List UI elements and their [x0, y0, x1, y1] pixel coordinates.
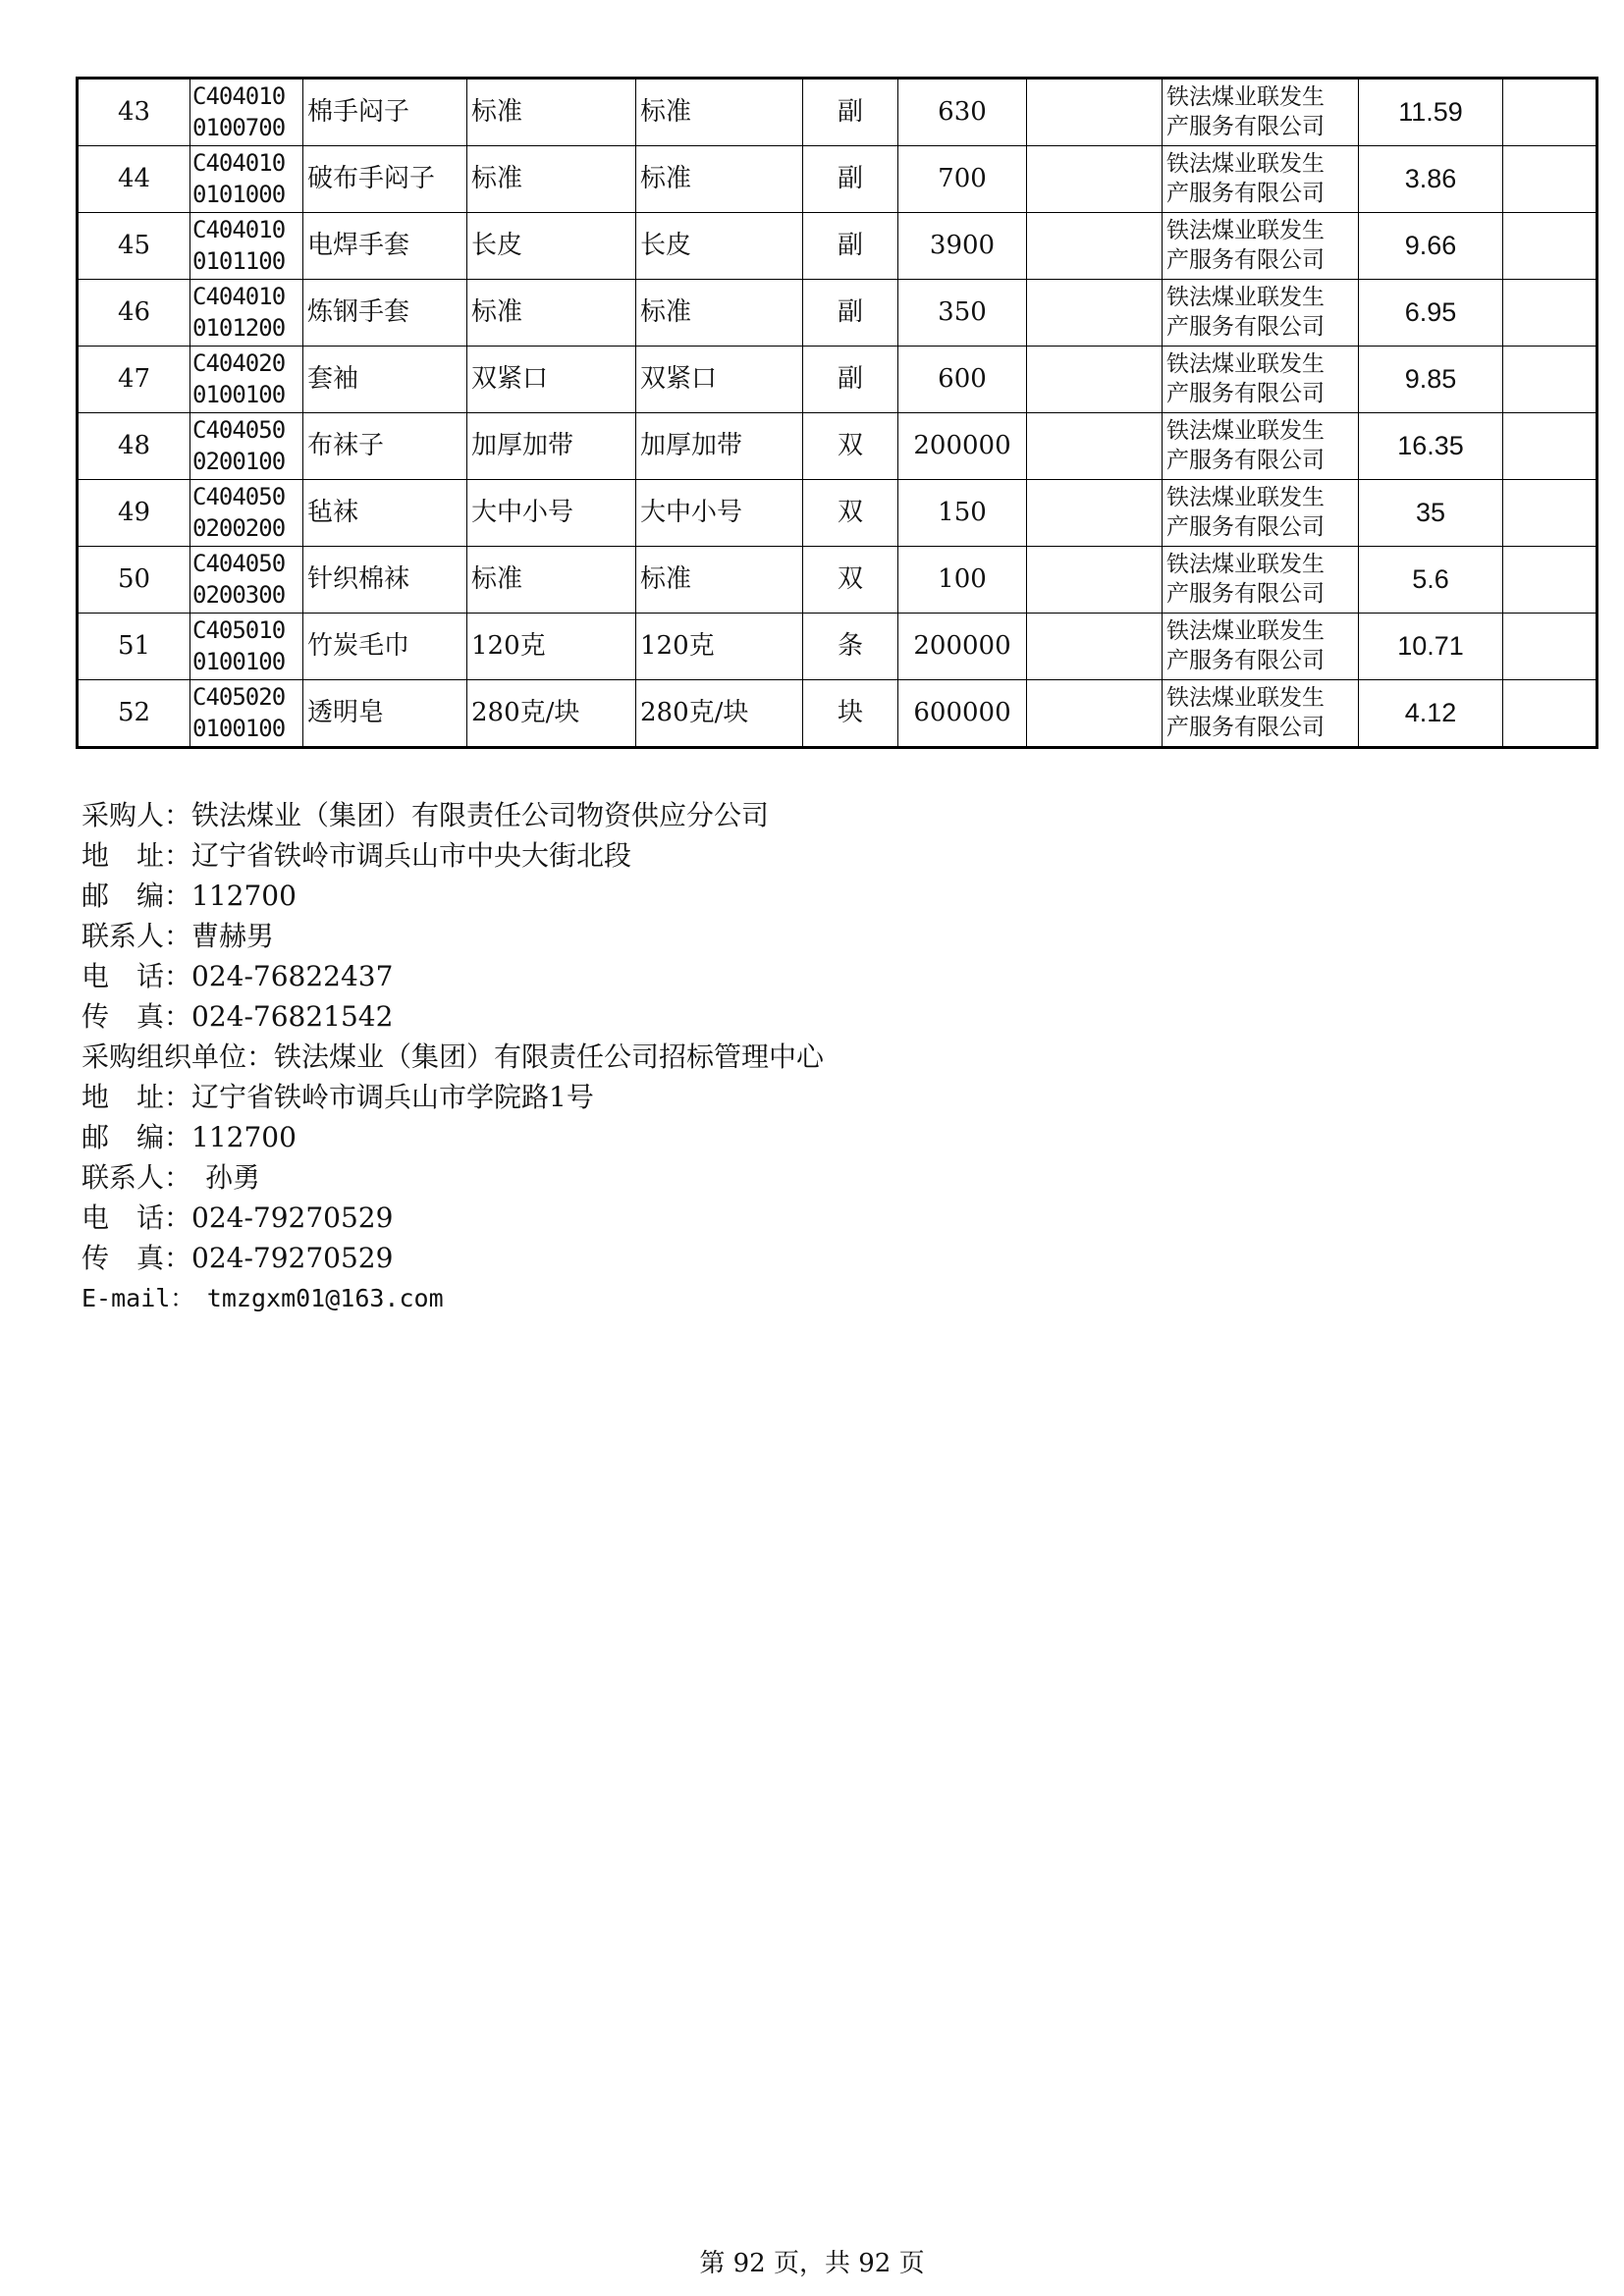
blank-cell — [1027, 547, 1163, 614]
row-number-cell: 47 — [78, 347, 190, 413]
quantity-cell: 350 — [898, 280, 1027, 347]
price-cell: 3.86 — [1359, 146, 1503, 213]
specification-cell: 标准 — [467, 547, 636, 614]
contact-line: 联系人： 孙勇 — [81, 1161, 261, 1194]
blank-cell — [1027, 680, 1163, 748]
supplier-line: 产服务有限公司 — [1166, 447, 1325, 473]
quantity-cell: 3900 — [898, 213, 1027, 280]
price-cell: 9.66 — [1359, 213, 1503, 280]
contact-info-block — [81, 795, 1260, 1318]
material-code-cell — [190, 213, 303, 280]
material-code-line: C405020 — [192, 683, 286, 712]
price-cell: 9.85 — [1359, 347, 1503, 413]
price-cell: 10.71 — [1359, 614, 1503, 680]
unit-cell: 副 — [803, 347, 898, 413]
specification-cell: 280克/块 — [467, 680, 636, 748]
material-code-cell — [190, 413, 303, 480]
contact-line: E-mail： tmzgxm01@163.com — [81, 1284, 444, 1312]
supplier-line: 产服务有限公司 — [1166, 113, 1325, 139]
blank-cell — [1027, 347, 1163, 413]
blank-cell — [1503, 213, 1597, 280]
supplier-cell — [1163, 79, 1359, 146]
material-code-line: 0101100 — [192, 246, 286, 275]
table-row — [78, 347, 1597, 413]
supplier-line: 产服务有限公司 — [1166, 580, 1325, 607]
material-code-line: 0200300 — [192, 580, 286, 609]
supplier-line: 产服务有限公司 — [1166, 180, 1325, 206]
unit-cell: 双 — [803, 413, 898, 480]
table-row — [78, 280, 1597, 347]
row-number-cell: 49 — [78, 480, 190, 547]
quantity-cell: 700 — [898, 146, 1027, 213]
blank-cell — [1503, 614, 1597, 680]
unit-cell: 副 — [803, 280, 898, 347]
blank-cell — [1503, 280, 1597, 347]
material-code-line: 0101000 — [192, 180, 286, 208]
model-cell: 280克/块 — [636, 680, 803, 748]
contact-line: 采购组织单位：铁法煤业（集团）有限责任公司招标管理中心 — [81, 1041, 825, 1073]
contact-line: 地 址：辽宁省铁岭市调兵山市学院路1号 — [81, 1081, 594, 1113]
material-name-cell: 竹炭毛巾 — [303, 614, 467, 680]
material-code-line: 0100100 — [192, 380, 286, 408]
table-row — [78, 547, 1597, 614]
supplier-line: 铁法煤业联发生 — [1166, 150, 1325, 177]
supplier-cell — [1163, 614, 1359, 680]
table-row — [78, 413, 1597, 480]
blank-cell — [1503, 79, 1597, 146]
material-name-cell: 破布手闷子 — [303, 146, 467, 213]
price-cell: 35 — [1359, 480, 1503, 547]
price-cell: 11.59 — [1359, 79, 1503, 146]
blank-cell — [1027, 614, 1163, 680]
row-number-cell: 52 — [78, 680, 190, 748]
row-number-cell: 51 — [78, 614, 190, 680]
supplier-line: 铁法煤业联发生 — [1166, 417, 1325, 444]
material-code-line: 0100100 — [192, 647, 286, 675]
blank-cell — [1027, 413, 1163, 480]
supplier-line: 产服务有限公司 — [1166, 246, 1325, 273]
unit-cell: 条 — [803, 614, 898, 680]
supplier-line: 铁法煤业联发生 — [1166, 217, 1325, 243]
table-row — [78, 146, 1597, 213]
specification-cell: 双紧口 — [467, 347, 636, 413]
material-name-cell: 布袜子 — [303, 413, 467, 480]
quantity-cell: 630 — [898, 79, 1027, 146]
contact-line: 传 真：024-79270529 — [81, 1242, 394, 1274]
contact-line: 传 真：024-76821542 — [81, 1000, 394, 1033]
material-code-cell — [190, 480, 303, 547]
blank-cell — [1027, 213, 1163, 280]
specification-cell: 标准 — [467, 280, 636, 347]
supplier-line: 产服务有限公司 — [1166, 513, 1325, 540]
supplier-line: 产服务有限公司 — [1166, 714, 1325, 740]
contact-line: 电 话：024-76822437 — [81, 960, 394, 992]
model-cell: 长皮 — [636, 213, 803, 280]
material-name-cell: 套袖 — [303, 347, 467, 413]
row-number-cell: 46 — [78, 280, 190, 347]
supplier-cell — [1163, 680, 1359, 748]
supplier-cell — [1163, 547, 1359, 614]
specification-cell: 加厚加带 — [467, 413, 636, 480]
model-cell: 标准 — [636, 280, 803, 347]
price-cell: 6.95 — [1359, 280, 1503, 347]
supplier-line: 铁法煤业联发生 — [1166, 617, 1325, 644]
material-code-cell — [190, 347, 303, 413]
price-cell: 5.6 — [1359, 547, 1503, 614]
material-code-line: C404050 — [192, 416, 286, 445]
supplier-cell — [1163, 480, 1359, 547]
material-code-line: 0101200 — [192, 313, 286, 342]
quantity-cell: 200000 — [898, 614, 1027, 680]
table-row — [78, 213, 1597, 280]
row-number-cell: 45 — [78, 213, 190, 280]
model-cell: 双紧口 — [636, 347, 803, 413]
specification-cell: 标准 — [467, 79, 636, 146]
blank-cell — [1027, 146, 1163, 213]
unit-cell: 双 — [803, 480, 898, 547]
row-number-cell: 44 — [78, 146, 190, 213]
supplier-line: 铁法煤业联发生 — [1166, 551, 1325, 577]
quantity-cell: 600 — [898, 347, 1027, 413]
price-cell: 16.35 — [1359, 413, 1503, 480]
quantity-cell: 100 — [898, 547, 1027, 614]
material-code-line: 0100100 — [192, 714, 286, 742]
blank-cell — [1503, 146, 1597, 213]
supplier-cell — [1163, 413, 1359, 480]
material-name-cell: 棉手闷子 — [303, 79, 467, 146]
material-code-cell — [190, 280, 303, 347]
material-code-line: C404010 — [192, 149, 286, 178]
material-code-line: 0100700 — [192, 113, 286, 141]
material-code-line: C404020 — [192, 349, 286, 378]
contact-line: 邮 编：112700 — [81, 880, 297, 912]
unit-cell: 副 — [803, 146, 898, 213]
material-code-line: 0200200 — [192, 513, 286, 542]
blank-cell — [1503, 680, 1597, 748]
model-cell: 大中小号 — [636, 480, 803, 547]
material-code-cell — [190, 680, 303, 748]
blank-cell — [1027, 480, 1163, 547]
model-cell: 120克 — [636, 614, 803, 680]
table-row — [78, 614, 1597, 680]
page-number-footer: 第 92 页，共 92 页 — [699, 2249, 925, 2278]
material-code-cell — [190, 614, 303, 680]
contact-line: 联系人：曹赫男 — [81, 920, 275, 952]
supplier-cell — [1163, 280, 1359, 347]
price-cell: 4.12 — [1359, 680, 1503, 748]
material-code-line: C404010 — [192, 82, 286, 111]
supplier-line: 铁法煤业联发生 — [1166, 684, 1325, 711]
supplier-cell — [1163, 347, 1359, 413]
specification-cell: 长皮 — [467, 213, 636, 280]
table-row — [78, 480, 1597, 547]
supplier-line: 产服务有限公司 — [1166, 647, 1325, 673]
supplier-line: 铁法煤业联发生 — [1166, 350, 1325, 377]
material-code-cell — [190, 146, 303, 213]
material-name-cell: 毡袜 — [303, 480, 467, 547]
blank-cell — [1027, 79, 1163, 146]
material-code-line: C405010 — [192, 616, 286, 645]
quantity-cell: 600000 — [898, 680, 1027, 748]
unit-cell: 副 — [803, 79, 898, 146]
supplier-line: 铁法煤业联发生 — [1166, 284, 1325, 310]
model-cell: 标准 — [636, 547, 803, 614]
specification-cell: 标准 — [467, 146, 636, 213]
contact-line: 邮 编：112700 — [81, 1121, 297, 1153]
table-body — [78, 79, 1597, 748]
material-name-cell: 针织棉袜 — [303, 547, 467, 614]
material-name-cell: 炼钢手套 — [303, 280, 467, 347]
contact-line: 地 址：辽宁省铁岭市调兵山市中央大街北段 — [81, 839, 632, 872]
supplier-line: 铁法煤业联发生 — [1166, 484, 1325, 510]
blank-cell — [1503, 413, 1597, 480]
contact-line: 电 话：024-79270529 — [81, 1201, 394, 1234]
contact-line: 采购人：铁法煤业（集团）有限责任公司物资供应分公司 — [81, 799, 770, 831]
material-code-line: C404010 — [192, 283, 286, 311]
model-cell: 标准 — [636, 146, 803, 213]
material-name-cell: 电焊手套 — [303, 213, 467, 280]
row-number-cell: 43 — [78, 79, 190, 146]
materials-table — [76, 77, 1598, 749]
table-row — [78, 680, 1597, 748]
row-number-cell: 48 — [78, 413, 190, 480]
blank-cell — [1503, 347, 1597, 413]
material-code-cell — [190, 547, 303, 614]
supplier-line: 产服务有限公司 — [1166, 313, 1325, 340]
unit-cell: 双 — [803, 547, 898, 614]
model-cell: 加厚加带 — [636, 413, 803, 480]
row-number-cell: 50 — [78, 547, 190, 614]
supplier-line: 产服务有限公司 — [1166, 380, 1325, 406]
specification-cell: 120克 — [467, 614, 636, 680]
blank-cell — [1503, 547, 1597, 614]
quantity-cell: 200000 — [898, 413, 1027, 480]
material-code-line: 0200100 — [192, 447, 286, 475]
material-code-line: C404050 — [192, 483, 286, 511]
material-code-line: C404010 — [192, 216, 286, 244]
supplier-cell — [1163, 146, 1359, 213]
unit-cell: 块 — [803, 680, 898, 748]
supplier-line: 铁法煤业联发生 — [1166, 83, 1325, 110]
model-cell: 标准 — [636, 79, 803, 146]
blank-cell — [1027, 280, 1163, 347]
material-code-line: C404050 — [192, 550, 286, 578]
table-row — [78, 79, 1597, 146]
material-name-cell: 透明皂 — [303, 680, 467, 748]
material-code-cell — [190, 79, 303, 146]
supplier-cell — [1163, 213, 1359, 280]
quantity-cell: 150 — [898, 480, 1027, 547]
specification-cell: 大中小号 — [467, 480, 636, 547]
blank-cell — [1503, 480, 1597, 547]
unit-cell: 副 — [803, 213, 898, 280]
